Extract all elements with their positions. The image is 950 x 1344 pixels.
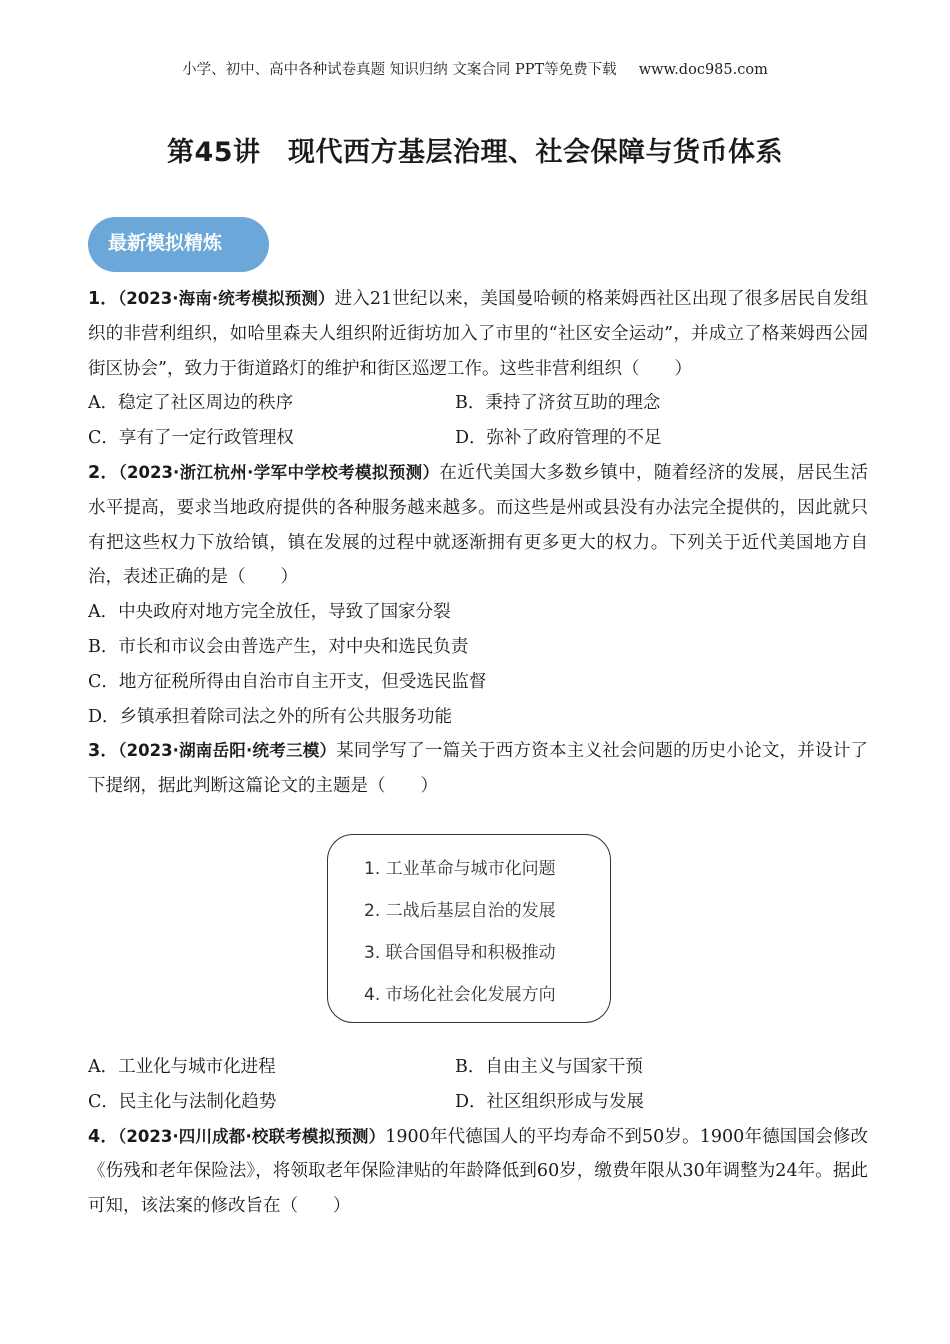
option-d[interactable]: D．社区组织形成与发展 bbox=[455, 1091, 645, 1112]
option-c[interactable]: C．民主化与法制化趋势 bbox=[88, 1091, 277, 1112]
option-b[interactable]: B．自由主义与国家干预 bbox=[455, 1056, 643, 1077]
option-d[interactable]: D．乡镇承担着除司法之外的所有公共服务功能 bbox=[88, 706, 453, 727]
option-a[interactable]: A．中央政府对地方完全放任，导致了国家分裂 bbox=[88, 602, 451, 623]
option-c[interactable]: C．地方征税所得由自治市自主开支，但受选民监督 bbox=[88, 671, 487, 692]
page-header bbox=[0, 58, 950, 79]
question-2 bbox=[88, 456, 868, 734]
option-a[interactable]: A．工业化与城市化进程 bbox=[88, 1056, 276, 1077]
page-title: 第45讲 现代西方基层治理、社会保障与货币体系 bbox=[166, 137, 784, 168]
option-d[interactable]: D．弥补了政府管理的不足 bbox=[455, 428, 662, 449]
question-1 bbox=[88, 282, 868, 456]
question-3 bbox=[88, 734, 868, 1119]
option-list bbox=[88, 595, 868, 734]
outline-item-1: 1. 工业革命与城市化问题 bbox=[364, 858, 556, 879]
option-a[interactable]: A．稳定了社区周边的秩序 bbox=[88, 393, 294, 414]
question-4 bbox=[88, 1120, 868, 1224]
question-number: 2． bbox=[88, 462, 119, 483]
outline-figure bbox=[88, 804, 868, 1050]
question-source: （2023·浙江杭州·学军中学校考模拟预测） bbox=[118, 462, 440, 482]
option-b[interactable]: B．秉持了济贫互助的理念 bbox=[455, 393, 661, 414]
question-2-text bbox=[88, 456, 868, 595]
option-list bbox=[88, 1050, 868, 1120]
header-site-link[interactable]: www.doc985.com bbox=[638, 62, 768, 78]
question-stem: 某同学写了一篇关于西方资本主义社会问题的历史小论文，并设计了下提纲，据此判断这篇论文的主题是（ ） bbox=[88, 741, 868, 797]
question-list bbox=[88, 282, 868, 1224]
question-source: （2023·海南·统考模拟预测） bbox=[117, 289, 335, 308]
question-number: 4． bbox=[88, 1126, 119, 1147]
outline-item-3: 3. 联合国倡导和积极推动 bbox=[364, 942, 556, 963]
question-4-text bbox=[88, 1120, 868, 1224]
question-1-text bbox=[88, 282, 868, 386]
question-source: （2023·湖南岳阳·统考三模） bbox=[118, 741, 337, 761]
outline-item-4: 4. 市场化社会化发展方向 bbox=[364, 984, 556, 1005]
outline-item-2: 2. 二战后基层自治的发展 bbox=[364, 900, 556, 921]
section-badge: 最新模拟精炼 bbox=[88, 217, 269, 272]
question-stem: 进入21世纪以来，美国曼哈顿的格莱姆西社区出现了很多居民自发组织的非营利组织，如哈里森夫人组织附近街坊加入了市里的“社区安全运动”，并成立了格莱姆西公园街区协会”，致力于街道路灯的维护和街区巡逻工作。这些非营利组织（ ） bbox=[88, 289, 868, 379]
essay-outline-box bbox=[327, 834, 611, 1023]
option-list bbox=[88, 386, 868, 456]
option-b[interactable]: B．市长和市议会由普选产生，对中央和选民负责 bbox=[88, 636, 469, 657]
question-source: （2023·四川成都·校联考模拟预测） bbox=[118, 1126, 386, 1146]
question-stem: 在近代美国大多数乡镇中，随着经济的发展，居民生活水平提高，要求当地政府提供的各种服务越来越多。而这些是州或县没有办法完全提供的，因此就只有把这些权力下放给镇，镇在发展的过程中就逐渐拥有更多更大的权力。下列关于近代美国地方自治，表述正确的是（ ） bbox=[88, 462, 868, 588]
header-tagline: 小学、初中、高中各种试卷真题 知识归纳 文案合同 PPT等免费下载 bbox=[182, 62, 617, 78]
question-stem: 1900年代德国人的平均寿命不到50岁。1900年德国国会修改《伤残和老年保险法》，将领取老年保险津贴的年龄降低到60岁，缴费年限从30年调整为24年。据此可知，该法案的修改旨在（ ） bbox=[88, 1126, 868, 1217]
question-3-text bbox=[88, 734, 868, 804]
question-number: 3． bbox=[88, 741, 119, 762]
option-c[interactable]: C．享有了一定行政管理权 bbox=[88, 428, 294, 449]
question-number: 1． bbox=[88, 289, 118, 309]
